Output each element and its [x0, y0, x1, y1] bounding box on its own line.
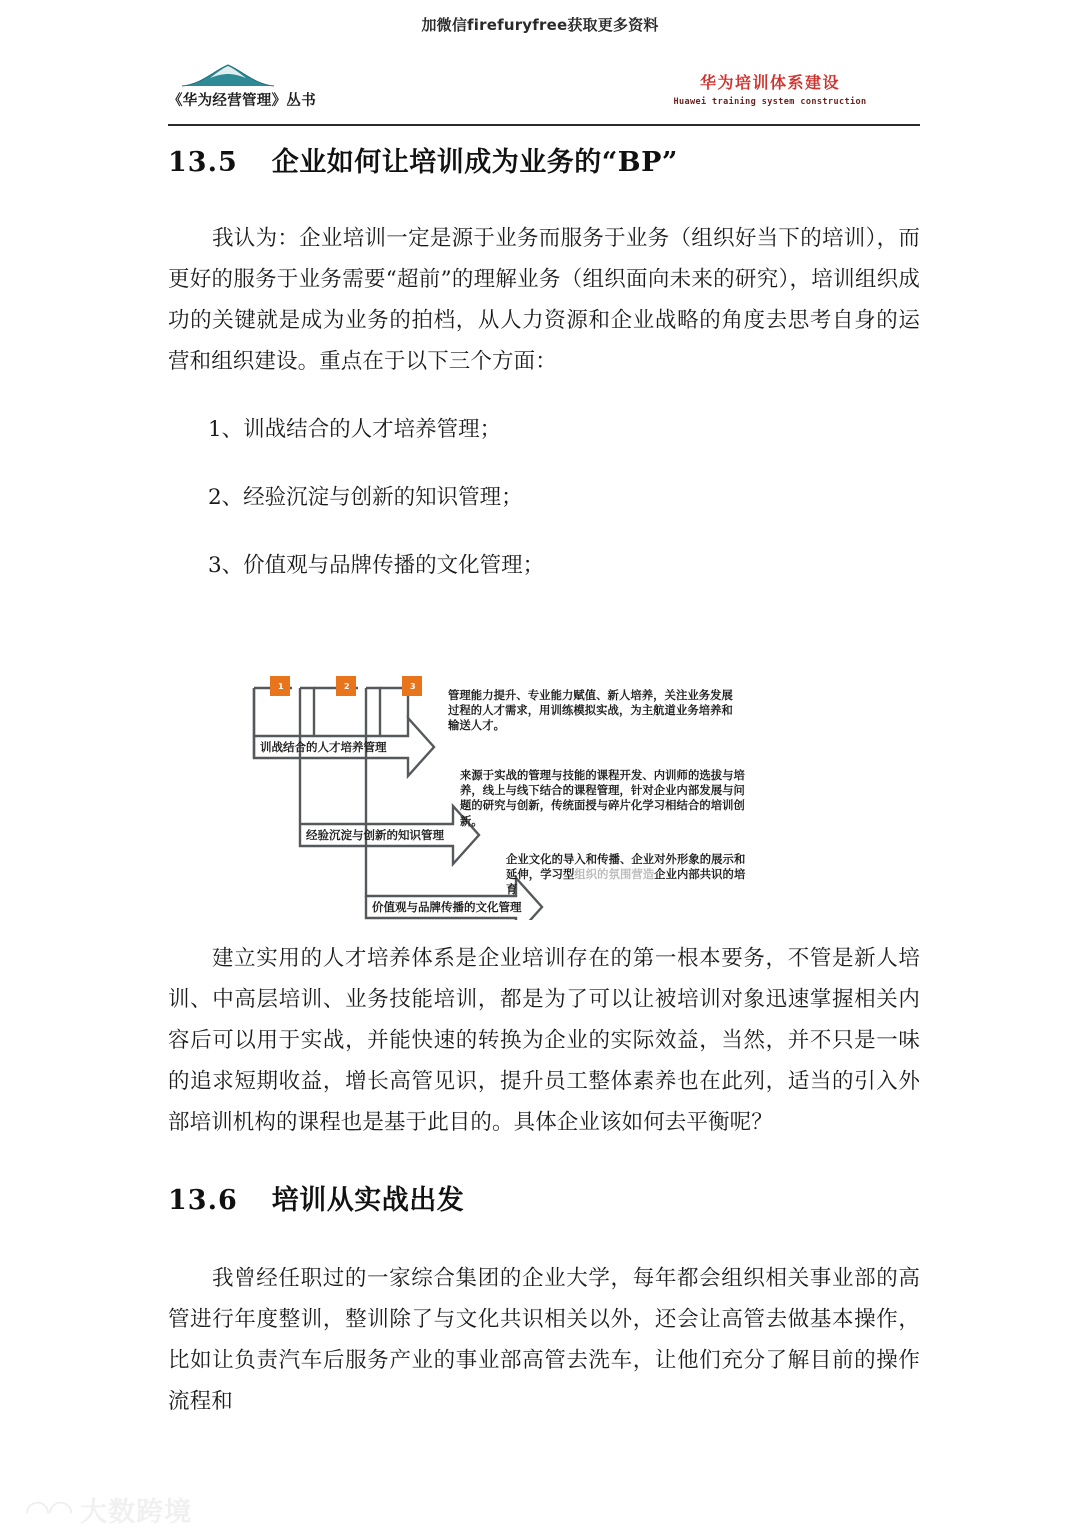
page-title-136 [168, 1178, 464, 1217]
diagram-description-2: 来源于实战的管理与技能的课程开发、内训师的选拔与培养，线上与线下结合的课程管理，针对企业内部发展与问题的研究与创新，传统面授与碎片化学习相结合的培训创新。 [460, 769, 745, 828]
header-left-block [168, 62, 498, 110]
section-number-135: 13.5 [168, 147, 238, 178]
list-item: 3、价值观与品牌传播的文化管理； [208, 553, 545, 578]
mountain-logo-icon [180, 62, 276, 88]
badge-number: 3 [410, 682, 416, 691]
paragraph-intro: 我认为：企业培训一定是源于业务而服务于业务（组织好当下的培训），而更好的服务于业务需要“超前”的理解业务（组织面向未来的研究），培训组织成功的关键就是成为业务的拍档，从人力资源和企业战略的角度去思考自身的运营和组织建设。重点在于以下三个方面： [168, 226, 920, 374]
section-number-136: 13.6 [168, 1185, 238, 1216]
diagram-description-3-faded: 组织的氛围营造 [574, 868, 655, 882]
paragraph-after-diagram: 建立实用的人才培养体系是企业培训存在的第一根本要务，不管是新人培训、中高层培训、业务技能培训，都是为了可以让被培训对象迅速掌握相关内容后可以用于实战，并能快速的转换为企业的实际效益，当然，并不只是一味的追求短期收益，增长高管见识，提升员工整体素养也在此列，适当的引入外部培训机构的课程也是基于此目的。具体企业该如何去平衡呢？ [168, 946, 920, 1135]
diagram-badge-2 [336, 676, 356, 696]
header-right-title-en: Huawei training system construction [673, 97, 867, 107]
section-title-135: 企业如何让培训成为业务的“BP” [271, 147, 678, 178]
diagram-badge-3 [402, 676, 422, 696]
badge-number: 2 [344, 682, 350, 691]
diagram-description-3 [506, 852, 756, 898]
diagram-description-3-part1: 企业文化的导入和传播、企业对外形象的展示和延伸，学习型 [506, 853, 746, 882]
list-item: 1、训战结合的人才培养管理； [208, 417, 502, 442]
paragraph-section-136: 我曾经任职过的一家综合集团的企业大学，每年都会组织相关事业部的高管进行年度整训，整训除了与文化共识相关以外，还会让高管去做基本操作，比如让负责汽车后服务产业的事业部高管去洗车，让他们充分了解目前的操作流程和 [168, 1266, 920, 1414]
header-right-title-cn: 华为培训体系建设 [699, 73, 840, 92]
watermark-text: 大数跨境 [80, 1496, 193, 1528]
diagram-description-1: 管理能力提升、专业能力赋值、新人培养，关注业务发展过程的人才需求，用训练模拟实战，为主航道业务培养和输送人才。 [448, 689, 733, 733]
diagram-description-3-part2: 企业内部共识的培育 [506, 868, 746, 897]
header-divider [168, 124, 920, 126]
badge-number: 1 [278, 682, 284, 691]
bottom-watermark [26, 1494, 193, 1529]
diagram-row-label: 经验沉淀与创新的知识管理 [306, 828, 444, 842]
diagram-row-label: 价值观与品牌传播的文化管理 [372, 900, 522, 914]
list-item: 2、经验沉淀与创新的知识管理； [208, 485, 523, 510]
page-title-135 [168, 140, 678, 179]
diagram-row-label: 训战结合的人才培养管理 [260, 740, 387, 754]
top-promo-note: 加微信firefuryfree获取更多资料 [421, 16, 659, 34]
training-pillars-diagram [248, 660, 748, 920]
watermark-logo-icon: ◠◠ [26, 1494, 73, 1529]
diagram-badge-1 [270, 676, 290, 696]
section-title-136: 培训从实战出发 [271, 1185, 465, 1216]
header-left-title: 《华为经营管理》丛书 [168, 93, 316, 109]
page-header [168, 62, 920, 124]
header-right-block [620, 70, 920, 107]
